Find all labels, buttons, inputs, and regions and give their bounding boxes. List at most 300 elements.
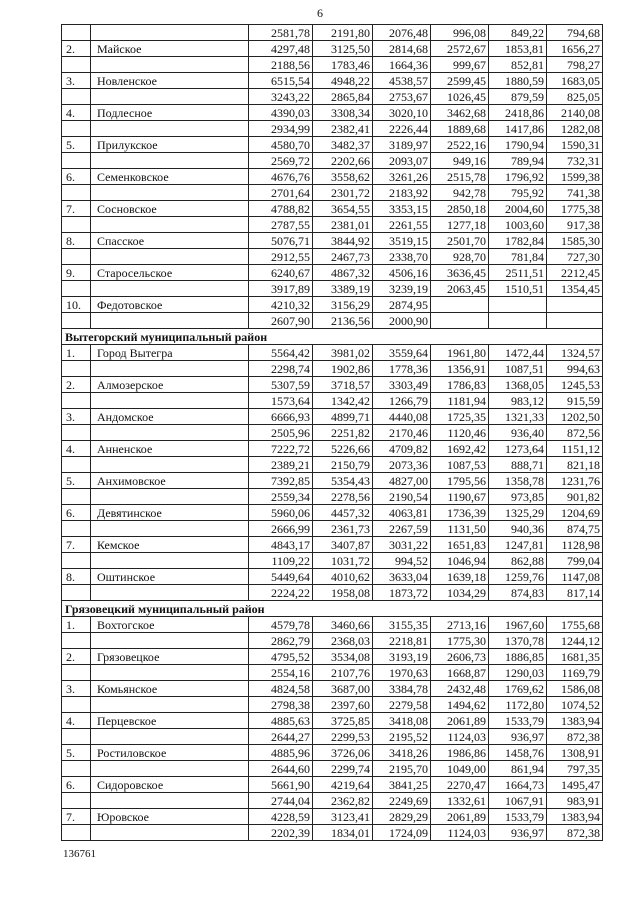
value-cell: 2522,16: [431, 137, 489, 153]
document-number: 136761: [63, 848, 96, 860]
value-cell: 2505,96: [249, 425, 313, 441]
value-cell: 2572,67: [431, 41, 489, 57]
settlement-row: [62, 409, 603, 425]
value-cell: 781,84: [489, 249, 547, 265]
settlement-row: [62, 777, 603, 793]
value-cell: 789,94: [489, 153, 547, 169]
row-index: [62, 153, 91, 169]
value-cell: 3189,97: [373, 137, 431, 153]
value-cell: 2251,82: [313, 425, 373, 441]
value-cell: 1472,44: [489, 345, 547, 361]
value-cell: 2000,90: [373, 313, 431, 329]
value-cell: 1046,94: [431, 553, 489, 569]
value-cell: 3261,26: [373, 169, 431, 185]
settlement-row-continuation: [62, 585, 603, 601]
value-cell: 999,67: [431, 57, 489, 73]
settlement-row: [62, 265, 603, 281]
value-cell: 2076,48: [373, 25, 431, 41]
value-cell: 3031,22: [373, 537, 431, 553]
section-row: [62, 601, 603, 617]
value-cell: 2061,89: [431, 713, 489, 729]
value-cell: 5661,90: [249, 777, 313, 793]
row-index: 6.: [62, 505, 91, 521]
settlement-name: Подлесное: [91, 105, 249, 121]
value-cell: 3981,02: [313, 345, 373, 361]
value-cell: 1147,08: [547, 569, 603, 585]
value-cell: 2261,55: [373, 217, 431, 233]
value-cell: 928,70: [431, 249, 489, 265]
value-cell: 2713,16: [431, 617, 489, 633]
settlement-name: [91, 217, 249, 233]
settlement-name: [91, 425, 249, 441]
value-cell: 2787,55: [249, 217, 313, 233]
page-number: 6: [317, 6, 323, 20]
row-index: [62, 25, 91, 41]
value-cell: 2912,55: [249, 249, 313, 265]
row-index: [62, 633, 91, 649]
value-cell: 1172,80: [489, 697, 547, 713]
settlement-name: Новленское: [91, 73, 249, 89]
row-index: 1.: [62, 345, 91, 361]
value-cell: 3125,50: [313, 41, 373, 57]
value-cell: 795,92: [489, 185, 547, 201]
row-index: [62, 361, 91, 377]
value-cell: 874,75: [547, 521, 603, 537]
table-body: [62, 25, 603, 841]
tariff-table: [61, 24, 603, 841]
settlement-name: Федотовское: [91, 297, 249, 313]
value-cell: 2063,45: [431, 281, 489, 297]
settlement-name: [91, 521, 249, 537]
value-cell: 1131,50: [431, 521, 489, 537]
value-cell: 1986,86: [431, 745, 489, 761]
value-cell: 1383,94: [547, 809, 603, 825]
value-cell: 2744,04: [249, 793, 313, 809]
settlement-row-continuation: [62, 825, 603, 841]
settlement-name: [91, 585, 249, 601]
value-cell: 3156,29: [313, 297, 373, 313]
value-cell: 1067,91: [489, 793, 547, 809]
value-cell: 940,36: [489, 521, 547, 537]
value-cell: 1231,76: [547, 473, 603, 489]
value-cell: 5960,06: [249, 505, 313, 521]
settlement-row-continuation: [62, 153, 603, 169]
value-cell: 4390,03: [249, 105, 313, 121]
settlement-row: [62, 105, 603, 121]
settlement-row-continuation: [62, 729, 603, 745]
value-cell: 4219,64: [313, 777, 373, 793]
value-cell: 1308,91: [547, 745, 603, 761]
value-cell: 1277,18: [431, 217, 489, 233]
value-cell: 872,38: [547, 825, 603, 841]
value-cell: 2368,03: [313, 633, 373, 649]
value-cell: 4297,48: [249, 41, 313, 57]
value-cell: 794,68: [547, 25, 603, 41]
row-index: 3.: [62, 409, 91, 425]
value-cell: 5564,42: [249, 345, 313, 361]
settlement-row-continuation: [62, 281, 603, 297]
value-cell: 3482,37: [313, 137, 373, 153]
row-index: [62, 185, 91, 201]
value-cell: 2195,70: [373, 761, 431, 777]
value-cell: 1458,76: [489, 745, 547, 761]
value-cell: 1494,62: [431, 697, 489, 713]
value-cell: 949,16: [431, 153, 489, 169]
row-index: [62, 729, 91, 745]
settlement-name: [91, 729, 249, 745]
section-title: Грязовецкий муниципальный район: [62, 601, 603, 617]
value-cell: 2581,78: [249, 25, 313, 41]
value-cell: 2559,34: [249, 489, 313, 505]
settlement-row: [62, 473, 603, 489]
settlement-name: Прилукское: [91, 137, 249, 153]
value-cell: 2381,01: [313, 217, 373, 233]
value-cell: [489, 297, 547, 313]
settlement-name: [91, 281, 249, 297]
value-cell: 852,81: [489, 57, 547, 73]
value-cell: 1886,85: [489, 649, 547, 665]
value-cell: 942,78: [431, 185, 489, 201]
row-index: [62, 521, 91, 537]
settlement-name: [91, 361, 249, 377]
value-cell: 1325,29: [489, 505, 547, 521]
value-cell: 2862,79: [249, 633, 313, 649]
settlement-name: [91, 793, 249, 809]
value-cell: 2183,92: [373, 185, 431, 201]
value-cell: 1775,38: [547, 201, 603, 217]
value-cell: 3418,08: [373, 713, 431, 729]
value-cell: 4843,17: [249, 537, 313, 553]
value-cell: 1724,09: [373, 825, 431, 841]
value-cell: 1786,83: [431, 377, 489, 393]
value-cell: 1533,79: [489, 713, 547, 729]
row-index: [62, 793, 91, 809]
value-cell: 1495,47: [547, 777, 603, 793]
value-cell: 2382,41: [313, 121, 373, 137]
value-cell: 1681,35: [547, 649, 603, 665]
value-cell: 1755,68: [547, 617, 603, 633]
value-cell: 2432,48: [431, 681, 489, 697]
value-cell: 4228,59: [249, 809, 313, 825]
value-cell: 1585,30: [547, 233, 603, 249]
value-cell: 825,05: [547, 89, 603, 105]
value-cell: 2607,90: [249, 313, 313, 329]
value-cell: 5449,64: [249, 569, 313, 585]
settlement-row-continuation: [62, 217, 603, 233]
settlement-row-continuation: [62, 425, 603, 441]
row-index: [62, 665, 91, 681]
value-cell: 4010,62: [313, 569, 373, 585]
settlement-row: [62, 377, 603, 393]
value-cell: 2093,07: [373, 153, 431, 169]
row-index: 4.: [62, 441, 91, 457]
value-cell: 1151,12: [547, 441, 603, 457]
value-cell: 3558,62: [313, 169, 373, 185]
row-index: [62, 825, 91, 841]
value-cell: 1031,72: [313, 553, 373, 569]
settlement-row: [62, 505, 603, 521]
row-index: [62, 217, 91, 233]
value-cell: 1664,36: [373, 57, 431, 73]
value-cell: 983,12: [489, 393, 547, 409]
value-cell: 2226,44: [373, 121, 431, 137]
value-cell: [431, 297, 489, 313]
value-cell: 3462,68: [431, 105, 489, 121]
settlement-name: [91, 697, 249, 713]
value-cell: 2644,60: [249, 761, 313, 777]
settlement-name: Юровское: [91, 809, 249, 825]
value-cell: 2267,59: [373, 521, 431, 537]
value-cell: 983,91: [547, 793, 603, 809]
settlement-name: Спасское: [91, 233, 249, 249]
settlement-row: [62, 809, 603, 825]
value-cell: 6666,93: [249, 409, 313, 425]
row-index: [62, 697, 91, 713]
value-cell: 3123,41: [313, 809, 373, 825]
settlement-name: [91, 457, 249, 473]
value-cell: 5307,59: [249, 377, 313, 393]
value-cell: 1266,79: [373, 393, 431, 409]
settlement-row: [62, 649, 603, 665]
row-index: [62, 249, 91, 265]
row-index: 8.: [62, 569, 91, 585]
value-cell: 1651,83: [431, 537, 489, 553]
value-cell: 5354,43: [313, 473, 373, 489]
value-cell: 1590,31: [547, 137, 603, 153]
value-cell: 3841,25: [373, 777, 431, 793]
value-cell: 4580,70: [249, 137, 313, 153]
value-cell: 1087,51: [489, 361, 547, 377]
value-cell: 3654,55: [313, 201, 373, 217]
value-cell: 2270,47: [431, 777, 489, 793]
value-cell: 1692,42: [431, 441, 489, 457]
value-cell: 3534,08: [313, 649, 373, 665]
value-cell: 1510,51: [489, 281, 547, 297]
value-cell: 1769,62: [489, 681, 547, 697]
value-cell: 2279,58: [373, 697, 431, 713]
value-cell: 4579,78: [249, 617, 313, 633]
value-cell: 1383,94: [547, 713, 603, 729]
value-cell: 3725,85: [313, 713, 373, 729]
settlement-name: [91, 185, 249, 201]
settlement-row-continuation: [62, 697, 603, 713]
value-cell: 3407,87: [313, 537, 373, 553]
value-cell: 2362,82: [313, 793, 373, 809]
value-cell: 4440,08: [373, 409, 431, 425]
settlement-row: [62, 41, 603, 57]
row-index: [62, 457, 91, 473]
row-index: 2.: [62, 649, 91, 665]
value-cell: 2798,38: [249, 697, 313, 713]
value-cell: 6240,67: [249, 265, 313, 281]
value-cell: 4709,82: [373, 441, 431, 457]
value-cell: 4885,63: [249, 713, 313, 729]
value-cell: 1109,22: [249, 553, 313, 569]
value-cell: 1853,81: [489, 41, 547, 57]
value-cell: 3155,35: [373, 617, 431, 633]
row-index: 7.: [62, 809, 91, 825]
row-index: 5.: [62, 137, 91, 153]
value-cell: 4788,82: [249, 201, 313, 217]
value-cell: 2644,27: [249, 729, 313, 745]
value-cell: 1358,78: [489, 473, 547, 489]
settlement-row-continuation: [62, 521, 603, 537]
value-cell: 727,30: [547, 249, 603, 265]
value-cell: 2224,22: [249, 585, 313, 601]
value-cell: 3460,66: [313, 617, 373, 633]
settlement-row-continuation: [62, 89, 603, 105]
value-cell: 1961,80: [431, 345, 489, 361]
value-cell: 1795,56: [431, 473, 489, 489]
settlement-row-continuation: [62, 361, 603, 377]
value-cell: 1049,00: [431, 761, 489, 777]
settlement-row-continuation: [62, 313, 603, 329]
value-cell: 1273,64: [489, 441, 547, 457]
value-cell: 915,59: [547, 393, 603, 409]
value-cell: 1782,84: [489, 233, 547, 249]
value-cell: 1324,57: [547, 345, 603, 361]
row-index: 2.: [62, 377, 91, 393]
value-cell: 2599,45: [431, 73, 489, 89]
settlement-row-continuation: [62, 489, 603, 505]
value-cell: 2301,72: [313, 185, 373, 201]
value-cell: 1026,45: [431, 89, 489, 105]
settlement-row: [62, 297, 603, 313]
value-cell: 2874,95: [373, 297, 431, 313]
value-cell: 732,31: [547, 153, 603, 169]
value-cell: 1958,08: [313, 585, 373, 601]
value-cell: 7392,85: [249, 473, 313, 489]
row-index: [62, 57, 91, 73]
settlement-name: [91, 665, 249, 681]
value-cell: 741,38: [547, 185, 603, 201]
settlement-row-continuation: [62, 793, 603, 809]
value-cell: 3308,34: [313, 105, 373, 121]
settlement-name: Грязовецкое: [91, 649, 249, 665]
value-cell: 2202,66: [313, 153, 373, 169]
value-cell: 861,94: [489, 761, 547, 777]
row-index: 7.: [62, 201, 91, 217]
settlement-row: [62, 713, 603, 729]
settlement-name: Перцевское: [91, 713, 249, 729]
settlement-name: Кемское: [91, 537, 249, 553]
settlement-name: Старосельское: [91, 265, 249, 281]
value-cell: 994,63: [547, 361, 603, 377]
settlement-row: [62, 617, 603, 633]
value-cell: 2361,73: [313, 521, 373, 537]
value-cell: 1967,60: [489, 617, 547, 633]
value-cell: 4899,71: [313, 409, 373, 425]
settlement-row-continuation: [62, 57, 603, 73]
value-cell: 1368,05: [489, 377, 547, 393]
settlement-name: Вохтогское: [91, 617, 249, 633]
settlement-row: [62, 345, 603, 361]
value-cell: 1664,73: [489, 777, 547, 793]
value-cell: 1834,01: [313, 825, 373, 841]
value-cell: 879,59: [489, 89, 547, 105]
value-cell: 2814,68: [373, 41, 431, 57]
value-cell: 2389,21: [249, 457, 313, 473]
value-cell: 2202,39: [249, 825, 313, 841]
settlement-name: [91, 393, 249, 409]
settlement-name: Анхимовское: [91, 473, 249, 489]
value-cell: 2515,78: [431, 169, 489, 185]
settlement-name: [91, 633, 249, 649]
row-index: 10.: [62, 297, 91, 313]
value-cell: 5076,71: [249, 233, 313, 249]
value-cell: 1259,76: [489, 569, 547, 585]
row-index: 6.: [62, 169, 91, 185]
value-cell: 1202,50: [547, 409, 603, 425]
settlement-name: Андомское: [91, 409, 249, 425]
value-cell: 1190,67: [431, 489, 489, 505]
value-cell: 1245,53: [547, 377, 603, 393]
value-cell: 1639,18: [431, 569, 489, 585]
settlement-name: [91, 825, 249, 841]
value-cell: 1034,29: [431, 585, 489, 601]
settlement-row-continuation: [62, 553, 603, 569]
value-cell: 2107,76: [313, 665, 373, 681]
value-cell: 4506,16: [373, 265, 431, 281]
value-cell: 3418,26: [373, 745, 431, 761]
row-index: [62, 393, 91, 409]
value-cell: 2218,81: [373, 633, 431, 649]
settlement-row: [62, 569, 603, 585]
settlement-name: Город Вытегра: [91, 345, 249, 361]
value-cell: 994,52: [373, 553, 431, 569]
settlement-name: [91, 553, 249, 569]
settlement-name: Девятинское: [91, 505, 249, 521]
row-index: [62, 761, 91, 777]
value-cell: 798,27: [547, 57, 603, 73]
value-cell: 862,88: [489, 553, 547, 569]
settlement-name: [91, 249, 249, 265]
value-cell: 2397,60: [313, 697, 373, 713]
value-cell: 2278,56: [313, 489, 373, 505]
row-index: 7.: [62, 537, 91, 553]
value-cell: 2865,84: [313, 89, 373, 105]
value-cell: 3636,45: [431, 265, 489, 281]
value-cell: 1796,92: [489, 169, 547, 185]
value-cell: 2191,80: [313, 25, 373, 41]
value-cell: 1124,03: [431, 825, 489, 841]
value-cell: 2501,70: [431, 233, 489, 249]
row-index: 1.: [62, 617, 91, 633]
row-index: 3.: [62, 681, 91, 697]
value-cell: 4948,22: [313, 73, 373, 89]
value-cell: 2829,29: [373, 809, 431, 825]
row-index: [62, 553, 91, 569]
settlement-row-continuation: [62, 121, 603, 137]
value-cell: 3687,00: [313, 681, 373, 697]
row-index: [62, 313, 91, 329]
value-cell: 1790,94: [489, 137, 547, 153]
value-cell: 3020,10: [373, 105, 431, 121]
value-cell: 1599,38: [547, 169, 603, 185]
value-cell: 2850,18: [431, 201, 489, 217]
settlement-row: [62, 681, 603, 697]
value-cell: 4063,81: [373, 505, 431, 521]
settlement-name: Сосновское: [91, 201, 249, 217]
value-cell: 2467,73: [313, 249, 373, 265]
value-cell: 1342,42: [313, 393, 373, 409]
value-cell: 936,40: [489, 425, 547, 441]
value-cell: 4457,32: [313, 505, 373, 521]
value-cell: 1247,81: [489, 537, 547, 553]
value-cell: 2190,54: [373, 489, 431, 505]
value-cell: 4795,52: [249, 649, 313, 665]
row-index: [62, 121, 91, 137]
